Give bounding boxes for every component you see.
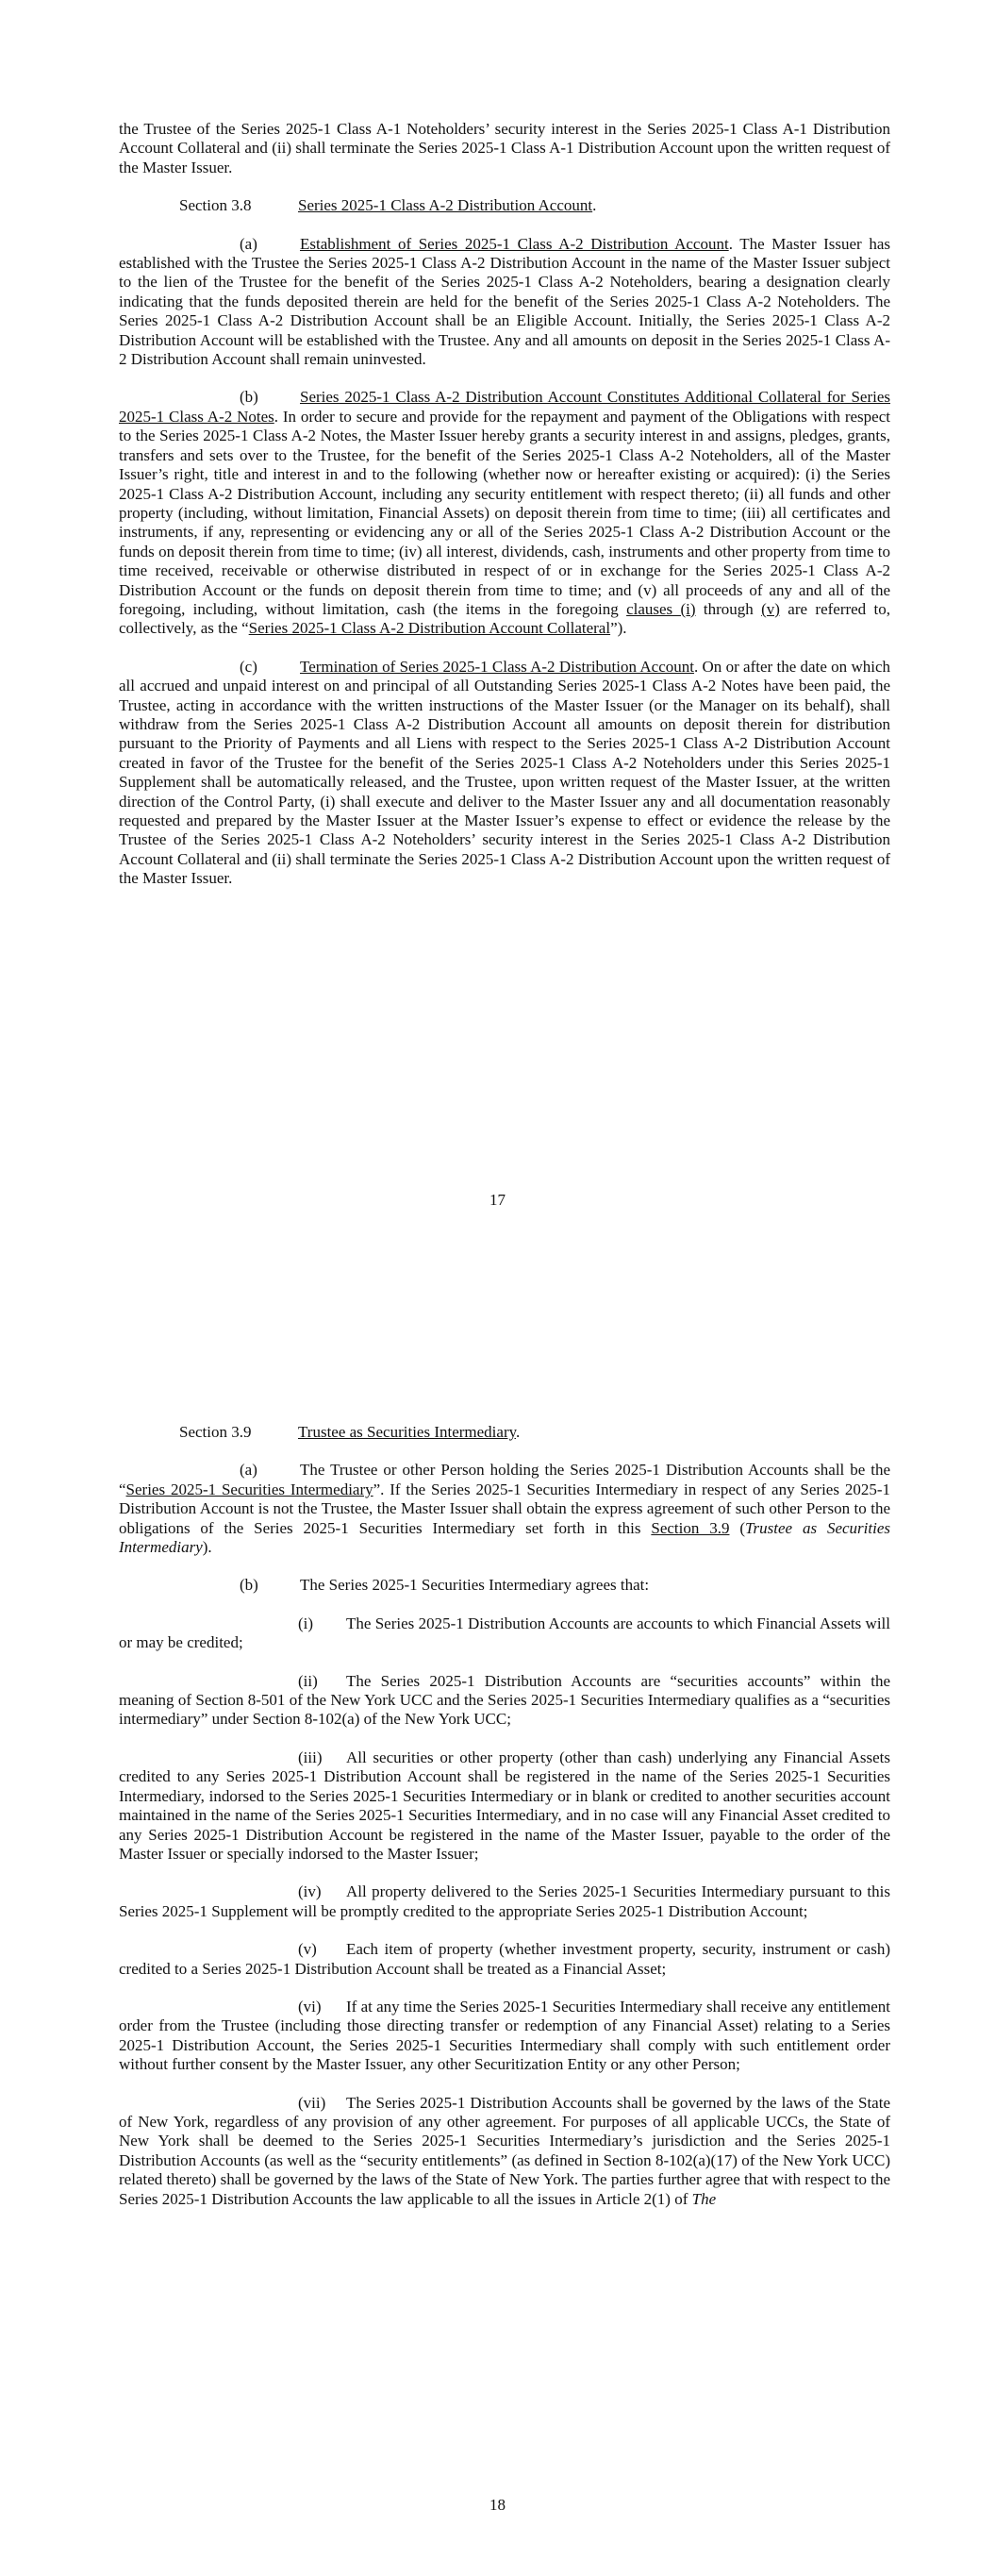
list-item <box>119 1998 890 2075</box>
defined-term: Series 2025-1 Class A-2 Distribution Account Collateral <box>248 619 611 638</box>
section-number: Section 3.9 <box>179 1423 252 1441</box>
paragraph-text: ( <box>729 1518 746 1537</box>
section-title-period: . <box>516 1423 521 1441</box>
item-label: (iii) <box>298 1748 323 1766</box>
paragraph-text: ”. If the Series 2025-1 Securities Intermediary in respect of any Series 2025-1 Distribution Account is not the Trustee, the Master Issuer shall obtain the express agreement of such other Person to the obligations of the Series 2025-1 Securities Intermediary set forth in this <box>119 1480 890 1537</box>
item-label: (i) <box>298 1614 314 1632</box>
item-text: All property delivered to the Series 2025-1 Securities Intermediary pursuant to this Series 2025-1 Supplement will be promptly credited to the appropriate Series 2025-1 Distribution Account; <box>119 1882 890 1920</box>
section-reference-title: Trustee as Securities Intermediary <box>119 1518 890 1557</box>
paragraph-text: . On or after the date on which all accrued and unpaid interest on and principal of all Outstanding Series 2025-1 Class A-2 Notes have been paid, the Trustee, acting in accordance with the written instructions of the Master Issuer (or the Manager on its behalf), shall withdraw from the Series 2025-1 Class A-2 Distribution Account all amounts on deposit therein for distribution pursuant to the Priority of Payments and all Liens with respect to the Series 2025-1 Class A-2 Distribution Account created in favor of the Trustee for the benefit of the Series 2025-1 Class A-2 Noteholders under this Series 2025-1 Supplement shall be automatically released, and the Trustee, upon written request of the Master Issuer, at the written direction of the Control Party, (i) shall execute and deliver to the Master Issuer any and all documentation reasonably requested and prepared by the Master Issuer at the Master Issuer’s expense to effect or evidence the release by the Trustee of the Series 2025-1 Class A-2 Noteholders’ security interest in the Series 2025-1 Class A-2 Distribution Account Collateral and (ii) shall terminate the Series 2025-1 Class A-2 Distribution Account upon the written request of the Master Issuer. <box>119 657 891 888</box>
clause-reference: clauses (i) <box>626 599 696 618</box>
clause-reference: (v) <box>761 599 780 618</box>
item-text: Each item of property (whether investment property, security, instrument or cash) credited to a Series 2025-1 Distribution Account shall be treated as a Financial Asset; <box>119 1940 890 1978</box>
paragraph-text: The Trustee or other Person holding the Series 2025-1 Distribution Accounts shall be the “ <box>119 1461 890 1498</box>
paragraph-b-agreement <box>119 1576 890 1595</box>
item-text: The Series 2025-1 Distribution Accounts shall be governed by the laws of the State of New York, regardless of any provision of any other agreement. For purposes of all applicable UCCs, the State of New York shall be deemed to the Series 2025-1 Securities Intermediary’s jurisdiction and the Series 2025-1 Distribution Accounts (as well as the “security entitlements” (as defined in Section 8-102(a)(17) of the New York UCC) related thereto) shall be governed by the laws of the State of New York. The parties further agree that with respect to the Series 2025-1 Distribution Accounts the law applicable to all the issues in Article 2(1) of <box>119 2093 890 2208</box>
paragraph-b-collateral <box>119 388 890 638</box>
item-text: If at any time the Series 2025-1 Securities Intermediary shall receive any entitlement order from the Trustee (including those directing transfer or redemption of any Financial Asset) relating to a Series 2025-1 Distribution Account, the Series 2025-1 Securities Intermediary shall comply with such entitlement order without further consent by the Master Issuer, any other Securitization Entity or any other Person; <box>119 1997 890 2074</box>
paragraph-heading: Termination of Series 2025-1 Class A-2 Distribution Account <box>300 657 694 676</box>
list-item <box>119 1614 890 1653</box>
section-number: Section 3.8 <box>179 196 252 215</box>
item-label: (vii) <box>298 2093 326 2112</box>
document-page-18 <box>0 1293 995 2576</box>
paragraph-text: . In order to secure and provide for the repayment and payment of the Obligations with respect to the Series 2025-1 Class A-2 Notes, the Master Issuer hereby grants a security interest in and assigns, pledges, grants, transfers and sets over to the Trustee, for the benefit of the Series 2025-1 Class A-2 Noteholders, all of the Master Issuer’s right, title and interest in and to the following (whether now or hereafter existing or acquired): (i) the Series 2025-1 Class A-2 Distribution Account, including any security entitlement with respect thereto; (ii) all funds and other property (including, without limitation, Financial Assets) on deposit therein from time to time; (iii) all certificates and instruments, if any, representing or evidencing any or all of the Series 2025-1 Class A-2 Distribution Account or the funds on deposit therein from time to time; (iv) all interest, dividends, cash, instruments and other property from time to time received, receivable or otherwise distributed in respect of or in exchange for the Series 2025-1 Class A-2 Distribution Account or the funds on deposit therein from time to time; and (v) all proceeds of any and all of the foregoing, including, without limitation, cash (the items in the foregoing <box>119 407 890 618</box>
continuation-paragraph: the Trustee of the Series 2025-1 Class A-1 Noteholders’ security interest in the Series 2025-1 Class A-1 Distribution Account Collateral and (ii) shall terminate the Series 2025-1 Class A-1 Distribution Account upon the written request of the Master Issuer. <box>119 120 890 176</box>
item-label: (vi) <box>298 1997 322 2016</box>
list-item <box>119 1882 890 1921</box>
item-label: (ii) <box>298 1671 318 1690</box>
paragraph-a-securities-intermediary <box>119 1461 890 1557</box>
paragraph-label: (b) <box>240 1576 258 1595</box>
list-item <box>119 2094 890 2209</box>
paragraph-label: (a) <box>240 1461 257 1480</box>
list-item <box>119 1748 890 1864</box>
defined-term: Series 2025-1 Securities Intermediary <box>125 1480 373 1498</box>
paragraph-label: (a) <box>240 234 257 253</box>
paragraph-heading: Series 2025-1 Class A-2 Distribution Account Constitutes Additional Collateral for Series 2025-1 Class A-2 Notes <box>119 388 890 426</box>
paragraph-heading: Establishment of Series 2025-1 Class A-2 Distribution Account <box>300 234 729 253</box>
paragraph-a-establishment <box>119 235 890 370</box>
section-reference: Section 3.9 <box>651 1518 730 1537</box>
section-title: Series 2025-1 Class A-2 Distribution Account <box>298 196 593 215</box>
item-label: (v) <box>298 1940 317 1959</box>
paragraph-text: ). <box>202 1538 212 1557</box>
page-number: 18 <box>489 2496 506 2514</box>
connector-text: through <box>695 599 762 618</box>
section-title: Trustee as Securities Intermediary <box>298 1423 517 1441</box>
list-item <box>119 1940 890 1979</box>
section-3-8-heading <box>119 196 890 215</box>
item-text: All securities or other property (other than cash) underlying any Financial Assets credited to any Series 2025-1 Distribution Account shall be registered in the name of the Series 2025-1 Securities Intermediary, indorsed to the Series 2025-1 Securities Intermediary or in blank or credited to another securities account maintained in the name of the Series 2025-1 Securities Intermediary, and in no case will any Financial Asset credited to any Series 2025-1 Distribution Account be registered in the name of the Master Issuer, payable to the order of the Master Issuer or specially indorsed to the Master Issuer; <box>119 1748 890 1863</box>
section-3-9-heading <box>119 1423 890 1442</box>
paragraph-text: . The Master Issuer has established with the Trustee the Series 2025-1 Class A-2 Distribution Account in the name of the Master Issuer subject to the lien of the Trustee for the benefit of the Series 2025-1 Class A-2 Noteholders, bearing a designation clearly indicating that the funds deposited therein are held for the benefit of the Series 2025-1 Class A-2 Noteholders. The Series 2025-1 Class A-2 Distribution Account shall be an Eligible Account. Initially, the Series 2025-1 Class A-2 Distribution Account will be established with the Trustee. Any and all amounts on deposit in the Series 2025-1 Class A-2 Distribution Account shall remain uninvested. <box>119 234 890 369</box>
item-text: The Series 2025-1 Distribution Accounts are accounts to which Financial Assets will or may be credited; <box>119 1614 890 1652</box>
item-text: The Series 2025-1 Distribution Accounts are “securities accounts” within the meaning of Section 8-501 of the New York UCC and the Series 2025-1 Securities Intermediary qualifies as a “securities intermediary” under Section 8-102(a) of the New York UCC; <box>119 1671 890 1729</box>
page-17-body <box>119 120 890 889</box>
section-title-period: . <box>592 196 597 215</box>
item-label: (iv) <box>298 1882 322 1901</box>
page-number: 17 <box>489 1191 506 1209</box>
item-italic-tail: The <box>691 2189 717 2208</box>
page-18-body <box>119 1423 890 2209</box>
connector-text: are referred to, collectively, as the “ <box>119 599 890 638</box>
paragraph-label: (b) <box>240 388 258 407</box>
paragraph-label: (c) <box>240 657 257 676</box>
paragraph-text: The Series 2025-1 Securities Intermediary agrees that: <box>300 1576 650 1595</box>
paragraph-c-termination <box>119 658 890 889</box>
closing-text: ”). <box>610 619 627 638</box>
list-item <box>119 1672 890 1730</box>
